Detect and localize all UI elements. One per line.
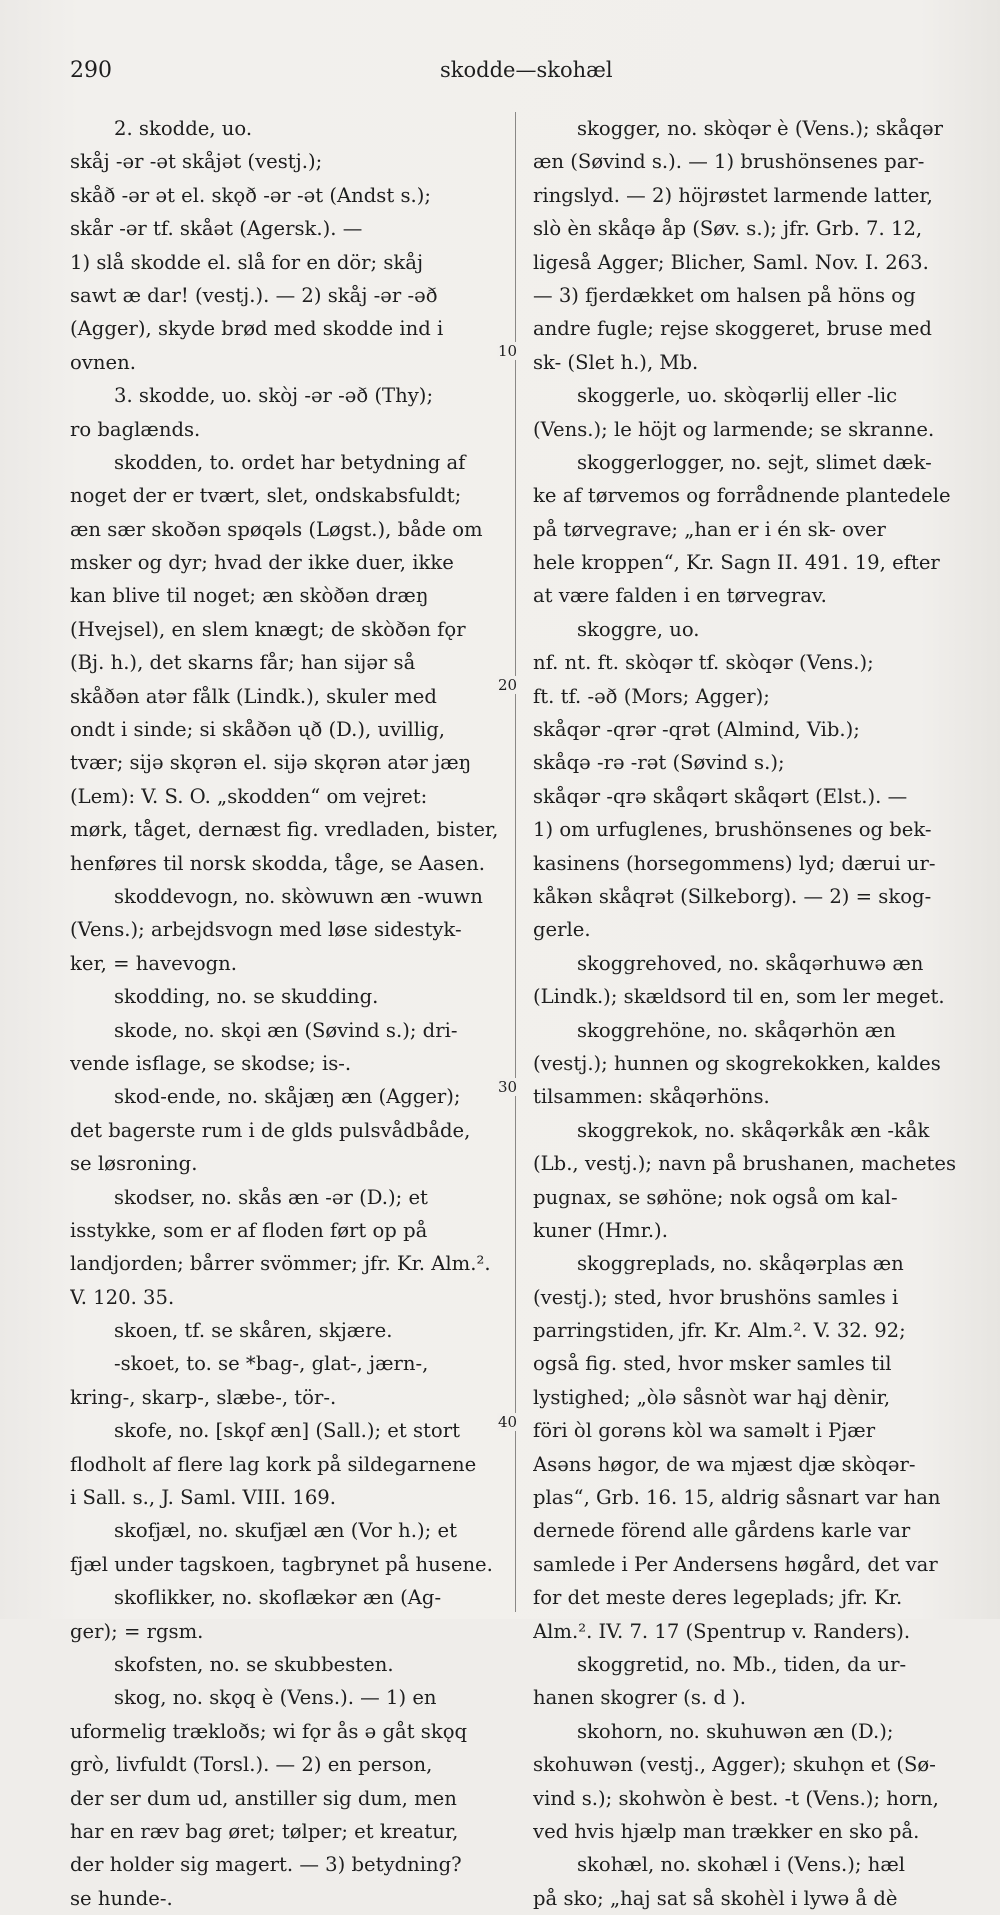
text-line: skåð -ər ət el. skǫð -ər -ət (Andst s.);: [70, 183, 431, 207]
text-line: skoen, tf. se skåren, skjære.: [114, 1319, 393, 1343]
text-line: 1) slå skodde el. slå for en dör; skåj: [70, 250, 424, 274]
text-line: skåqə -rə -rət (Søvind s.);: [533, 751, 785, 775]
text-line: Alm.². IV. 7. 17 (Spentrup v. Randers).: [533, 1619, 911, 1643]
text-line: skoggrekok, no. skåqərkåk æn -kåk: [577, 1118, 930, 1142]
text-line: ovnen.: [70, 350, 136, 374]
text-line: (Lem): V. S. O. „skodden“ om vejret:: [70, 784, 428, 808]
text-line: skoggerle, uo. skòqərlij eller -lic: [577, 384, 898, 408]
text-line: vind s.); skohwòn è best. -t (Vens.); horn,: [533, 1786, 939, 1810]
text-line: se løsroning.: [70, 1152, 198, 1176]
text-line: på tørvegrave; „han er i én sk- over: [533, 517, 886, 541]
running-head: skodde—skohæl: [440, 58, 613, 82]
text-line: parringstiden, jfr. Kr. Alm.². V. 32. 92;: [533, 1319, 906, 1343]
text-line: skofjæl, no. skufjæl æn (Vor h.); et: [114, 1519, 457, 1543]
text-line: lystighed; „òlə såsnòt war hąj dènir,: [533, 1385, 891, 1409]
text-line: skofe, no. [skǫf æn] (Sall.); et stort: [114, 1419, 460, 1443]
text-line: 1) om urfuglenes, brushönsenes og bek-: [533, 818, 932, 842]
text-line: der ser dum ud, anstiller sig dum, men: [70, 1786, 457, 1810]
column-divider: [515, 112, 516, 1612]
text-line: sawt æ dar! (vestj.). — 2) skåj -ər -əð: [70, 283, 438, 307]
text-line: at være falden i en tørvegrav.: [533, 584, 827, 608]
text-line: ro baglænds.: [70, 417, 201, 441]
text-line: æn sær skoðən spøqəls (Løgst.), både om: [70, 517, 483, 541]
text-line: skode, no. skǫi æn (Søvind s.); dri-: [114, 1018, 458, 1042]
text-line: (Vens.); arbejdsvogn med løse sidestyk-: [70, 918, 462, 942]
text-line: skohuwən (vestj., Agger); skuhǫn et (Sø-: [533, 1753, 936, 1777]
text-line: æn (Søvind s.). — 1) brushönsenes par-: [533, 150, 925, 174]
text-line: pugnax, se søhöne; nok også om kal-: [533, 1185, 898, 1209]
text-line: skohæl, no. skohæl i (Vens.); hæl: [577, 1853, 906, 1877]
text-line: isstykke, som er af floden ført op på: [70, 1218, 428, 1242]
text-line: skoddevogn, no. skòwuwn æn -wuwn: [114, 884, 483, 908]
text-line: fjæl under tagskoen, tagbrynet på husene.: [70, 1552, 493, 1576]
text-line: skoggreplads, no. skåqərplas æn: [577, 1252, 904, 1276]
text-line: ft. tf. -əð (Mors; Agger);: [533, 684, 770, 708]
text-line: sk- (Slet h.), Mb.: [533, 350, 699, 374]
text-line: grò, livfuldt (Torsl.). — 2) en person,: [70, 1753, 433, 1777]
text-line: 2. skodde, uo.: [114, 117, 253, 140]
text-line: kåkən skåqrət (Silkeborg). — 2) = skog-: [533, 884, 932, 908]
text-line: skoggre, uo.: [577, 617, 700, 641]
text-line: skår -ər tf. skåət (Agersk.). —: [70, 217, 363, 241]
text-line: (Lindk.); skældsord til en, som ler meget.: [533, 985, 945, 1009]
text-line: (Hvejsel), en slem knægt; de skòðən fǫr: [70, 617, 466, 641]
text-line: mørk, tåget, dernæst fig. vredladen, bister,: [70, 818, 499, 842]
text-line: Asəns høgor, de wa mjæst djæ skòqər-: [533, 1452, 916, 1476]
text-line: föri òl gorəns kòl wa saməlt i Pjær: [533, 1419, 876, 1443]
text-line: skogger, no. skòqər è (Vens.); skåqər: [577, 117, 943, 140]
line-number: 40: [498, 1413, 518, 1431]
text-line: landjorden; bårrer svömmer; jfr. Kr. Alm.².: [70, 1252, 491, 1276]
text-line: ker, = havevogn.: [70, 951, 238, 975]
text-line: noget der er tvært, slet, ondskabsfuldt;: [70, 484, 462, 508]
text-line: tvær; sijə skǫrən el. sijə skǫrən atər jæŋ: [70, 751, 472, 775]
text-line: i Sall. s., J. Saml. VIII. 169.: [70, 1486, 336, 1510]
text-line: har en ræv bag øret; tølper; et kreatur,: [70, 1819, 459, 1843]
text-line: også fig. sted, hvor msker samles til: [533, 1352, 892, 1376]
text-line: skoggretid, no. Mb., tiden, da ur-: [577, 1652, 907, 1676]
text-line: skodden, to. ordet har betydning af: [114, 450, 466, 474]
text-line: tilsammen: skåqərhöns.: [533, 1085, 770, 1109]
text-line: skoggerlogger, no. sejt, slimet dæk-: [577, 450, 932, 474]
text-line: gerle.: [533, 918, 591, 942]
text-line: uformelig trækloðs; wi fǫr ås ə gåt skǫq: [70, 1719, 468, 1743]
text-line: -skoet, to. se *bag-, glat-, jærn-,: [114, 1352, 429, 1376]
text-line: nf. nt. ft. skòqər tf. skòqər (Vens.);: [533, 651, 874, 675]
text-line: (Agger), skyde brød med skodde ind i: [70, 317, 444, 341]
text-line: (Vens.); le höjt og larmende; se skranne.: [533, 417, 935, 441]
text-line: (Lb., vestj.); navn på brushanen, machetes: [533, 1152, 957, 1176]
text-line: skåðən atər fålk (Lindk.), skuler med: [70, 684, 437, 708]
text-line: kasinens (horsegommens) lyd; dærui ur-: [533, 851, 936, 875]
text-line: (Bj. h.), det skarns får; han sijər så: [70, 651, 416, 675]
text-line: for det meste deres legeplads; jfr. Kr.: [533, 1586, 903, 1610]
text-line: skoggrehoved, no. skåqərhuwə æn: [577, 951, 924, 975]
text-line: ondt i sinde; si skåðən ųð (D.), uvillig,: [70, 718, 446, 742]
text-line: det bagerste rum i de glds pulsvådbåde,: [70, 1118, 471, 1142]
text-line: skodding, no. se skudding.: [114, 985, 379, 1009]
text-line: skog, no. skǫq è (Vens.). — 1) en: [114, 1686, 437, 1710]
text-line: kuner (Hmr.).: [533, 1218, 668, 1242]
line-number: 20: [498, 676, 518, 694]
text-line: plas“, Grb. 16. 15, aldrig såsnart var han: [533, 1486, 941, 1510]
text-line: skåqər -qrə skåqərt skåqərt (Elst.). —: [533, 784, 908, 808]
right-column: [533, 112, 966, 1915]
text-line: hanen skogrer (s. d ).: [533, 1686, 746, 1710]
text-line: andre fugle; rejse skoggeret, bruse med: [533, 317, 932, 341]
text-line: (vestj.); hunnen og skogrekokken, kaldes: [533, 1051, 941, 1075]
text-line: samlede i Per Andersens høgård, det var: [533, 1552, 938, 1576]
text-line: msker og dyr; hvad der ikke duer, ikke: [70, 551, 454, 575]
text-line: skoggrehöne, no. skåqərhön æn: [577, 1018, 896, 1042]
text-line: ligeså Agger; Blicher, Saml. Nov. I. 263.: [533, 250, 929, 274]
text-line: skofsten, no. se skubbesten.: [114, 1652, 394, 1676]
text-line: skohorn, no. skuhuwən æn (D.);: [577, 1719, 894, 1743]
text-line: hele kroppen“, Kr. Sagn II. 491. 19, efter: [533, 551, 940, 575]
text-line: se hunde-.: [70, 1886, 173, 1910]
text-line: henføres til norsk skodda, tåge, se Aasen.: [70, 851, 486, 875]
text-line: skodser, no. skås æn -ər (D.); et: [114, 1185, 428, 1209]
text-line: skod-ende, no. skåjæŋ æn (Agger);: [114, 1085, 461, 1109]
text-line: skoflikker, no. skoflækər æn (Ag-: [114, 1586, 442, 1610]
text-line: der holder sig magert. — 3) betydning?: [70, 1853, 462, 1877]
text-line: flodholt af flere lag kork på sildegarnene: [70, 1452, 477, 1476]
line-number: 30: [498, 1078, 518, 1096]
text-line: V. 120. 35.: [70, 1285, 175, 1309]
left-column: [70, 112, 500, 1915]
text-line: ke af tørvemos og forrådnende plantedele: [533, 484, 951, 508]
text-line: kan blive til noget; æn skòðən dræŋ: [70, 584, 429, 608]
text-line: ringslyd. — 2) höjrøstet larmende latter,: [533, 183, 933, 207]
text-line: ved hvis hjælp man trækker en sko på.: [533, 1819, 920, 1843]
text-line: — 3) fjerdækket om halsen på höns og: [533, 283, 916, 307]
text-line: (vestj.); sted, hvor brushöns samles i: [533, 1285, 899, 1309]
text-line: slò èn skåqə åp (Søv. s.); jfr. Grb. 7. 12,: [533, 217, 923, 241]
line-number: 10: [498, 342, 518, 360]
text-line: ger); = rgsm.: [70, 1619, 204, 1643]
text-line: dernede förend alle gårdens karle var: [533, 1519, 911, 1543]
text-line: på sko; „haj sat så skohèl i lywə å dè: [533, 1886, 898, 1910]
text-line: vende isflage, se skodse; is-.: [70, 1051, 352, 1075]
text-line: skåqər -qrər -qrət (Almind, Vib.);: [533, 718, 860, 742]
text-line: 3. skodde, uo. skòj -ər -əð (Thy);: [114, 384, 434, 408]
text-line: kring-, skarp-, slæbe-, tör-.: [70, 1385, 337, 1409]
page-number: 290: [70, 58, 112, 83]
text-line: skåj -ər -ət skåjət (vestj.);: [70, 150, 323, 174]
